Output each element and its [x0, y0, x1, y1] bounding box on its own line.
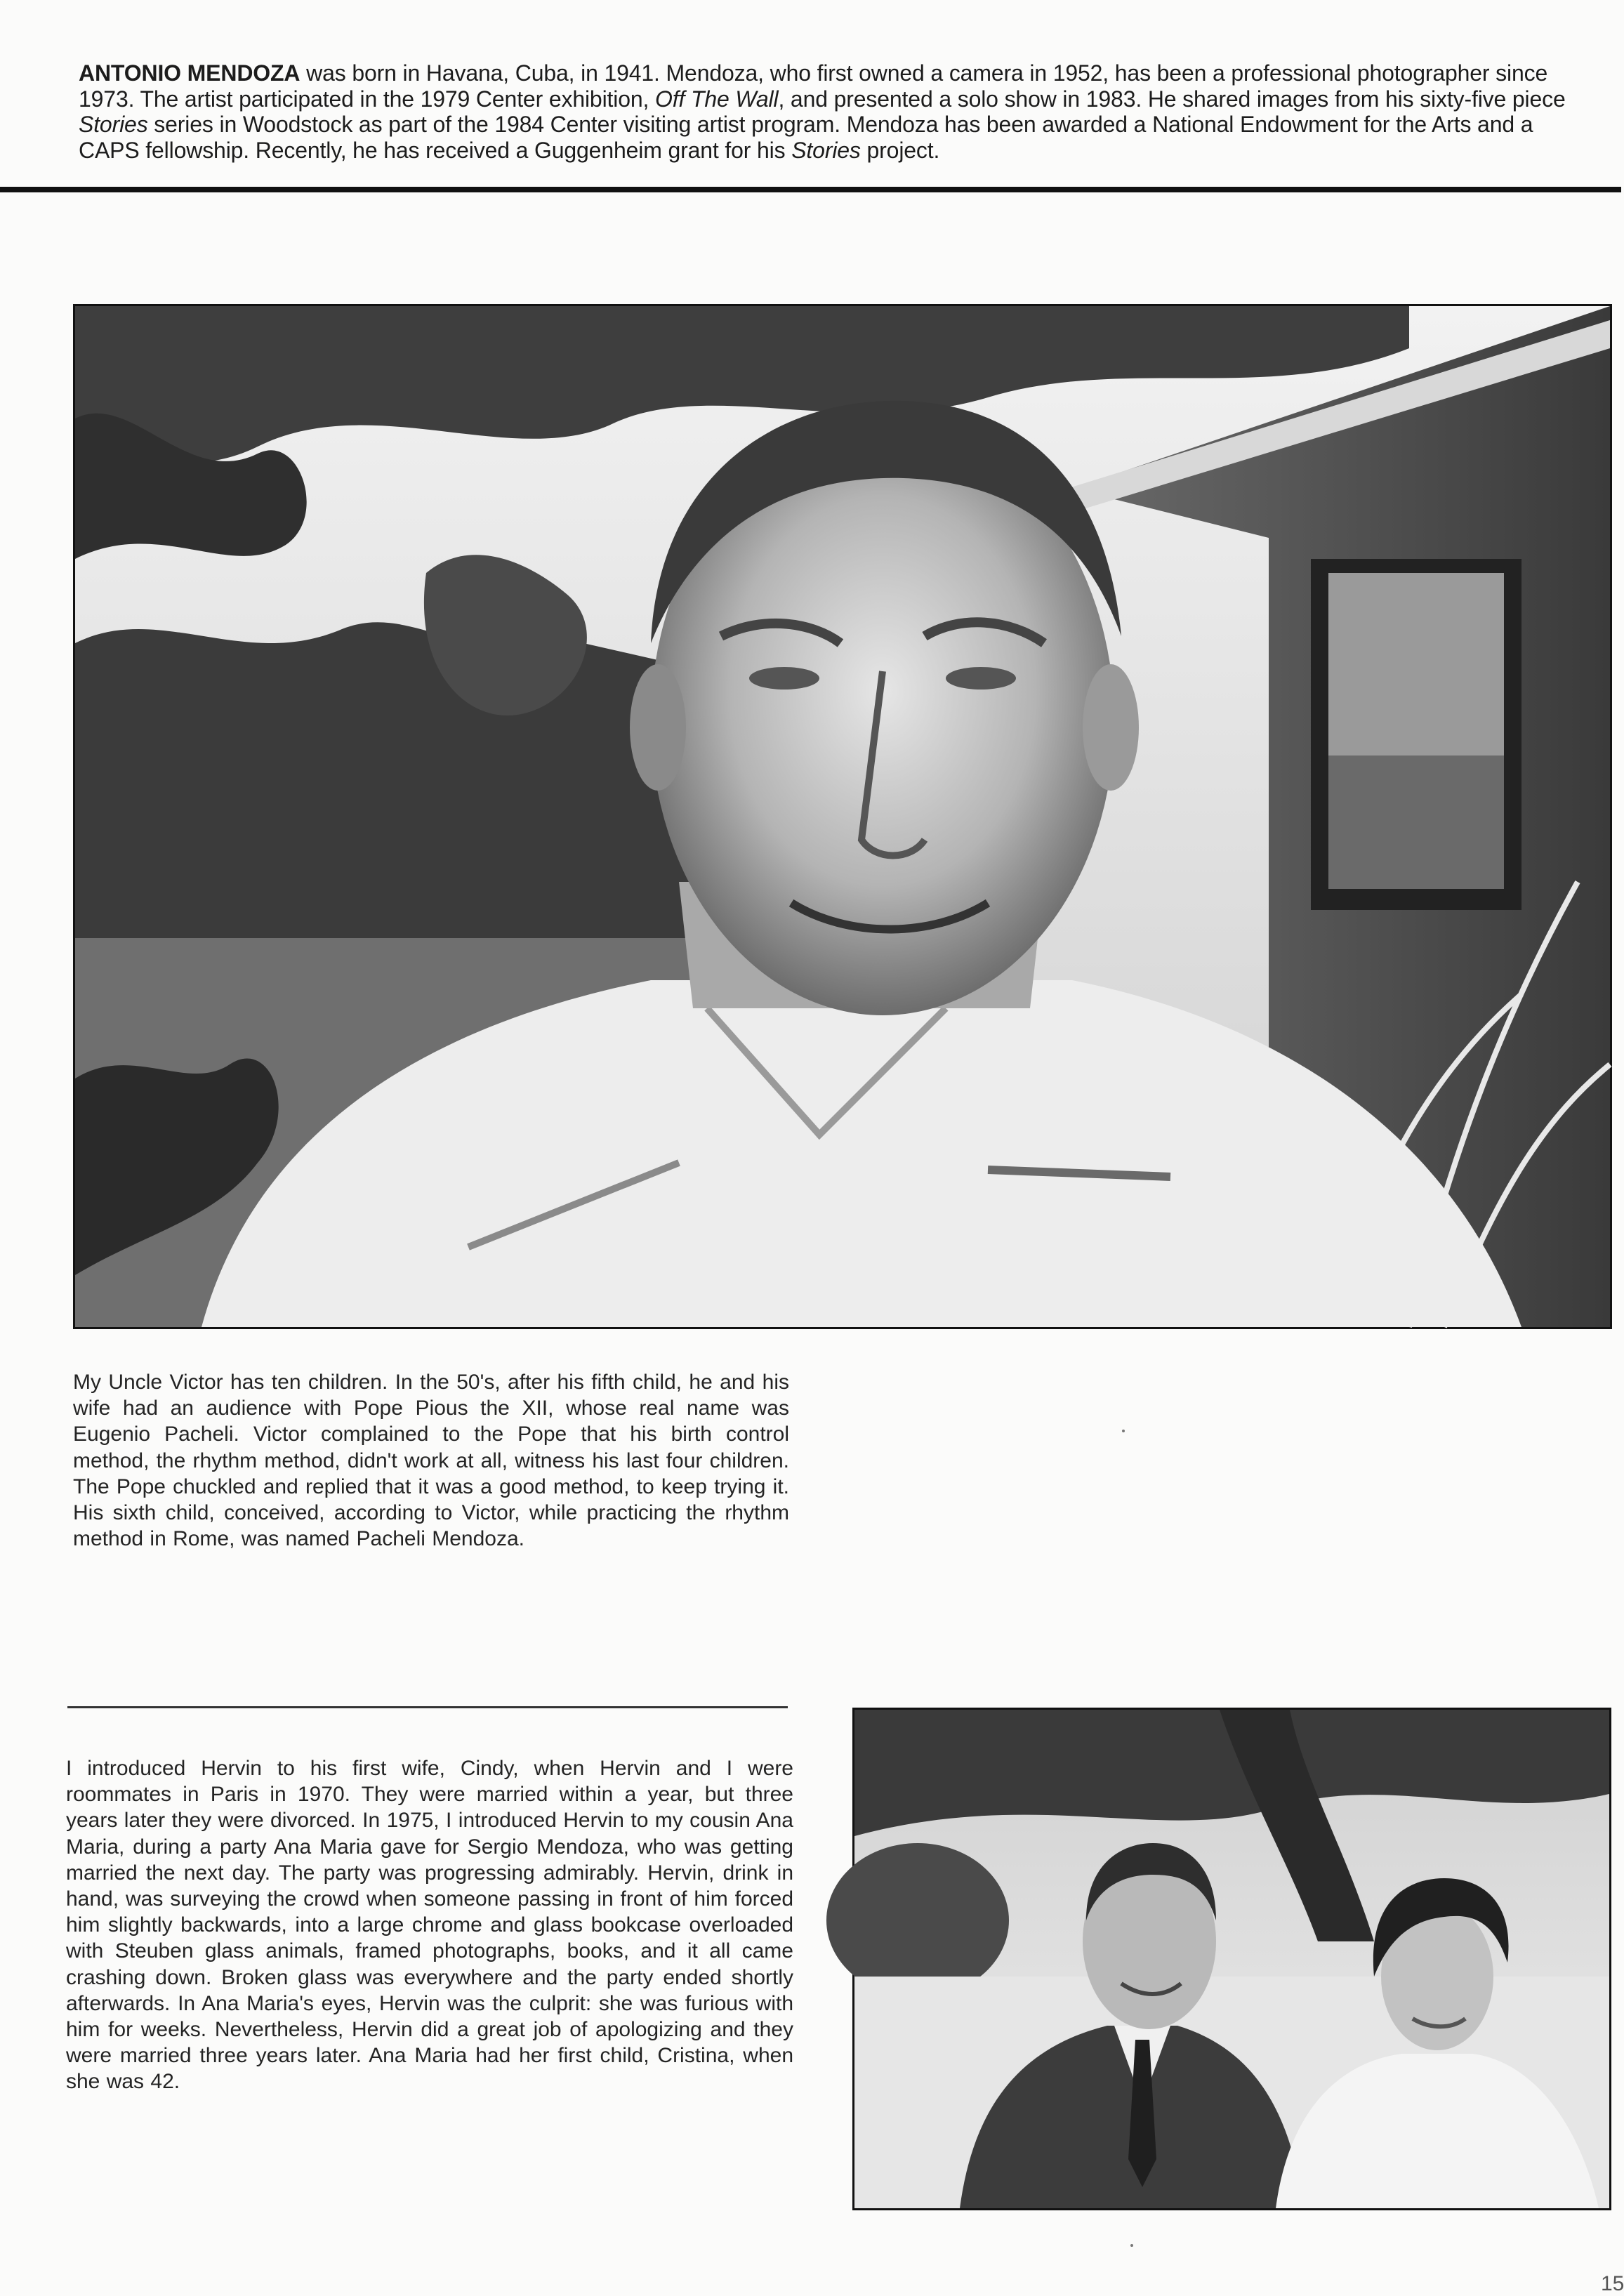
page-number: 15	[1601, 2272, 1624, 2295]
bio-text: series in Woodstock as part of the 1984 Center visiting artist program. Mendoza has been awarded a National Endowment for the Arts and a CAPS fellowship. Recently, he has received a Guggenheim grant for his	[79, 112, 1533, 163]
scan-speck	[1122, 1430, 1125, 1432]
bio-text: project.	[860, 137, 940, 163]
artist-name: ANTONIO MENDOZA	[79, 60, 301, 86]
series-title: Stories	[79, 112, 148, 137]
bio-text: was born in Havana, Cuba, in 1941. Mendoza, who first owned a camera in 1952, has been a professional photographer since 1973. The artist participated in the 1979 Center exhibition,	[79, 60, 1548, 112]
scan-speck	[1130, 2244, 1133, 2247]
project-title: Stories	[791, 137, 861, 163]
bio-text: , and presented a solo show in 1983. He shared images from his sixty-five piece	[778, 86, 1566, 112]
couple-photo-hervin-ana-maria	[852, 1708, 1611, 2210]
header-divider	[0, 187, 1621, 192]
section-divider	[67, 1706, 788, 1708]
caption-uncle-victor: My Uncle Victor has ten children. In the 50's, after his fifth child, he and his wife had an audience with Pope Pious the XII, whose real name was Eugenio Pacheli. Victor complained to the Pope that his birth control method, the rhythm method, didn't work at all, witness his last four children. The Pope chuckled and replied that it was a good method, to keep trying it. His sixth child, conceived, according to Victor, while practicing the rhythm method in Rome, was named Pacheli Mendoza.	[73, 1371, 789, 1551]
caption-hervin: I introduced Hervin to his first wife, Cindy, when Hervin and I were roommates in Paris in 1970. They were married within a year, but three years later they were divorced. In 1975, I introduced Hervin to my cousin Ana Maria, during a party Ana Maria gave for Sergio Mendoza, who was getting married the next day. The party was progressing admirably. Hervin, drink in hand, was surveying the crowd when someone passing in front of him forced him slightly backwards, into a large chrome and glass bookcase overloaded with Steuben glass animals, framed photographs, books, and it all came crashing down. Broken glass was everywhere and the party ended shortly afterwards. In Ana Maria's eyes, Hervin was the culprit: she was furious with him for weeks. Nevertheless, Hervin did a great job of apologizing and they were married three years later. Ana Maria had her first child, Cristina, when she was 42.	[66, 1757, 793, 2094]
exhibition-title: Off The Wall	[655, 86, 779, 112]
portrait-photo-uncle-victor	[73, 304, 1612, 1329]
artist-bio	[79, 60, 1567, 163]
